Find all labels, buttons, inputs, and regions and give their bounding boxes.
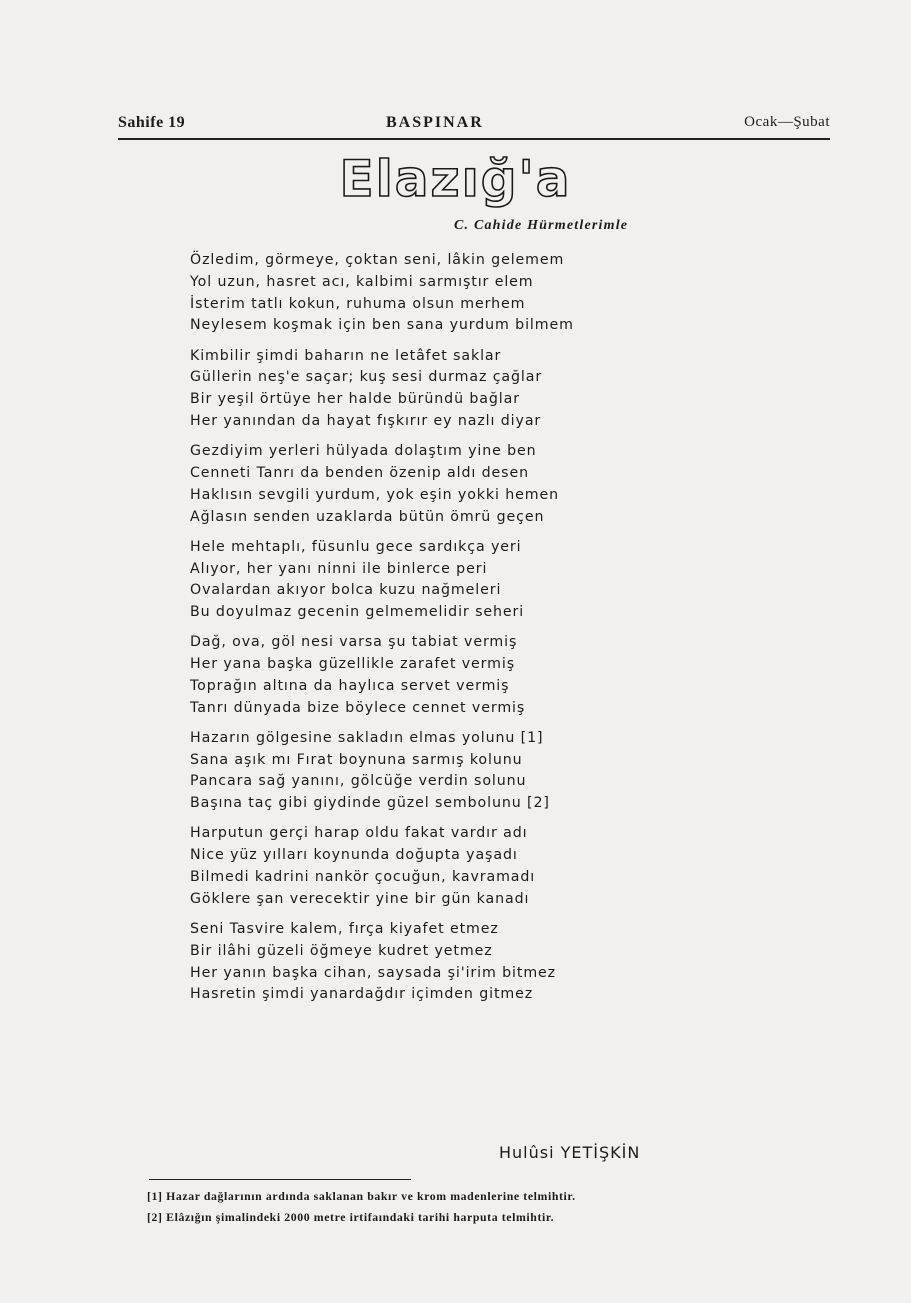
- poem-line: Harputun gerçi harap oldu fakat vardır adı: [190, 825, 528, 842]
- issue-date: Ocak—Şubat: [744, 114, 830, 130]
- poem-line: Sana aşık mı Fırat boynuna sarmış kolunu: [190, 751, 523, 768]
- poem-line: Seni Tasvire kalem, fırça kiyafet etmez: [190, 921, 499, 938]
- poem-stanza: [190, 632, 670, 719]
- poem-line: Hazarın gölgesine sakladın elmas yolunu [1]: [190, 729, 544, 746]
- author-signature: Hulûsi YETİŞKİN: [499, 1143, 641, 1162]
- footnote-2: [2] Elâzığın şimalindeki 2000 metre irtifaındaki tarihi harputa telmihtir.: [147, 1210, 555, 1224]
- poem-line: Her yanın başka cihan, saysada şi'irim bitmez: [190, 964, 557, 981]
- poem-stanza: [190, 728, 670, 815]
- poem-line: Pancara sağ yanını, gölcüğe verdin solunu: [190, 773, 527, 790]
- poem-stanza: [190, 441, 670, 528]
- poem-line: Ağlasın senden uzaklarda bütün ömrü geçen: [190, 508, 545, 525]
- poem-line: Göklere şan verecektir yine bir gün kanadı: [190, 890, 530, 907]
- journal-name: BASPINAR: [386, 114, 484, 131]
- poem-line: Bilmedi kadrini nankör çocuğun, kavramadı: [190, 869, 536, 886]
- dedication: C. Cahide Hürmetlerimle: [454, 218, 629, 233]
- poem-stanza: [190, 346, 670, 433]
- poem-line: Her yanından da hayat fışkırır ey nazlı diyar: [190, 412, 542, 429]
- poem-line: Özledim, görmeye, çoktan seni, lâkin gelemem: [190, 252, 565, 268]
- poem-line: Neylesem koşmak için ben sana yurdum bilmem: [190, 317, 574, 334]
- poem-line: Toprağın altına da haylıca servet vermiş: [190, 677, 510, 694]
- poem-line: Hasretin şimdi yanardağdır içimden gitmez: [190, 986, 534, 1003]
- poem-line: Her yana başka güzellikle zarafet vermiş: [190, 656, 516, 673]
- poem-line: Gezdiyim yerleri hülyada dolaştım yine ben: [190, 443, 537, 460]
- poem-stanza: [190, 823, 670, 910]
- poem-line: Cenneti Tanrı da benden özenip aldı desen: [190, 464, 529, 481]
- poem-line: Bir yeşil örtüye her halde büründü bağlar: [190, 391, 520, 408]
- poem-line: Yol uzun, hasret acı, kalbimi sarmıştır elem: [190, 273, 534, 290]
- page-header: [118, 114, 830, 140]
- poem-line: Bir ilâhi güzeli öğmeye kudret yetmez: [190, 942, 493, 959]
- footnotes: [147, 1186, 837, 1228]
- poem-line: Güllerin neş'e saçar; kuş sesi durmaz çağlar: [190, 369, 543, 386]
- poem-line: Başına taç gibi giydinde güzel sembolunu [2]: [190, 795, 550, 812]
- poem-line: Tanrı dünyada bize böylece cennet vermiş: [190, 699, 526, 716]
- poem-line: Ovalardan akıyor bolca kuzu nağmeleri: [190, 582, 502, 599]
- poem-stanza: [190, 919, 670, 1006]
- poem-body: [190, 250, 670, 1015]
- poem-line: Bu doyulmaz gecenin gelmemelidir seheri: [190, 604, 525, 621]
- poem-line: Kimbilir şimdi baharın ne letâfet saklar: [190, 347, 502, 364]
- poem-line: Hele mehtaplı, füsunlu gece sardıkça yeri: [190, 538, 522, 555]
- poem-stanza: [190, 537, 670, 624]
- page-number: Sahife 19: [118, 114, 186, 131]
- footnote-rule: [149, 1179, 411, 1180]
- poem-line: Dağ, ova, göl nesi varsa şu tabiat vermiş: [190, 634, 518, 651]
- poem-line: Alıyor, her yanı ninni ile binlerce peri: [190, 560, 488, 577]
- footnote-1: [1] Hazar dağlarının ardında saklanan bakır ve krom madenlerine telmihtir.: [147, 1189, 576, 1203]
- poem-line: Nice yüz yılları koynunda doğupta yaşadı: [190, 847, 518, 864]
- poem-title: Elazığ'a: [339, 150, 572, 208]
- poem-line: İsterim tatlı kokun, ruhuma olsun merhem: [190, 295, 526, 312]
- poem-line: Haklısın sevgili yurdum, yok eşin yokki hemen: [190, 486, 560, 503]
- poem-stanza: [190, 250, 670, 337]
